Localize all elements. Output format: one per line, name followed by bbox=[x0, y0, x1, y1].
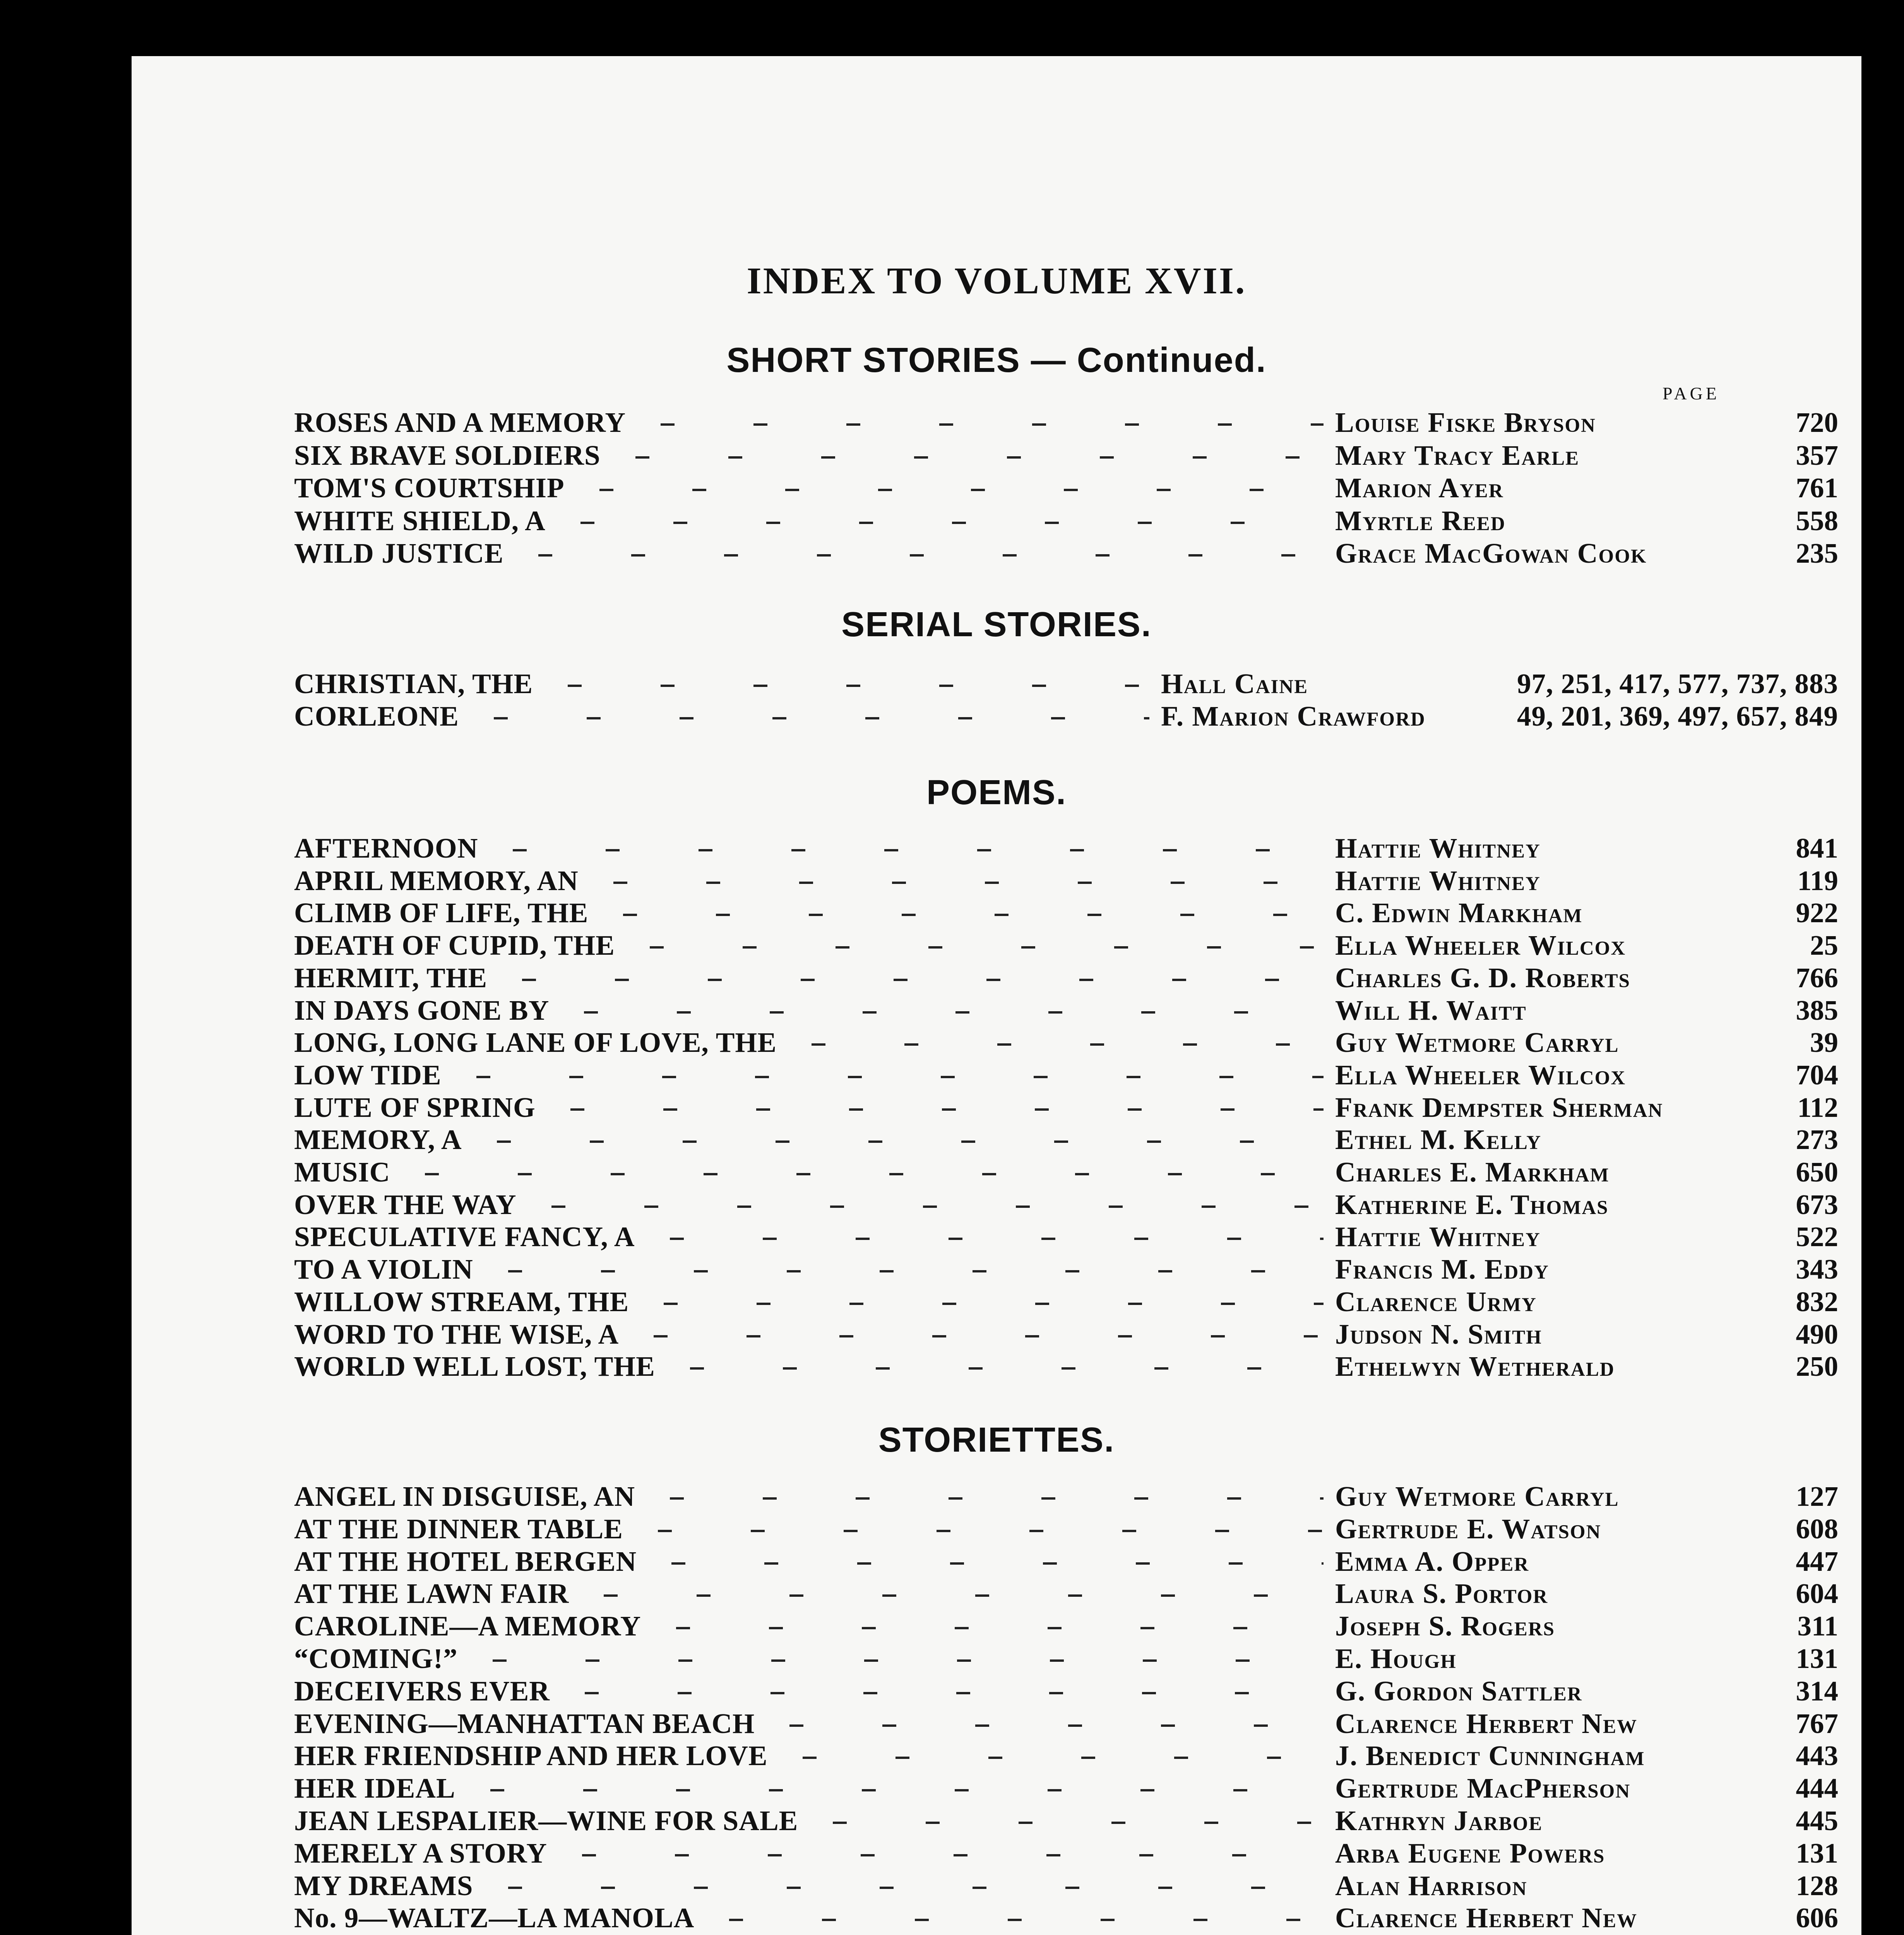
entry-page: 767 bbox=[1796, 1708, 1838, 1739]
index-entry bbox=[294, 1513, 1838, 1545]
dot-leader bbox=[547, 1091, 1324, 1124]
dot-leader bbox=[667, 1350, 1324, 1383]
entry-title: LUTE OF SPRING bbox=[294, 1092, 536, 1123]
entry-page: 841 bbox=[1796, 832, 1838, 864]
dot-leader bbox=[469, 1642, 1324, 1675]
dot-leader bbox=[453, 1059, 1324, 1091]
entry-author: Charles G. D. Roberts bbox=[1335, 962, 1631, 993]
index-entry bbox=[294, 668, 1838, 700]
entry-page: 558 bbox=[1796, 505, 1838, 536]
dot-leader bbox=[653, 1610, 1324, 1642]
entry-page: 128 bbox=[1796, 1870, 1838, 1901]
entry-page: 112 bbox=[1797, 1092, 1838, 1123]
index-entry bbox=[294, 1675, 1838, 1707]
entry-page: 673 bbox=[1796, 1189, 1838, 1220]
entry-title: APRIL MEMORY, AN bbox=[294, 865, 579, 896]
entry-author: Hattie Whitney bbox=[1335, 1221, 1541, 1252]
entry-page: 443 bbox=[1796, 1740, 1838, 1771]
dot-leader bbox=[557, 505, 1324, 537]
entry-author: Hattie Whitney bbox=[1335, 832, 1541, 864]
dot-leader bbox=[471, 700, 1149, 733]
index-entry bbox=[294, 1059, 1838, 1091]
entry-page: 25 bbox=[1810, 930, 1838, 961]
page-title: INDEX TO VOLUME XVII. bbox=[747, 260, 1247, 302]
index-entry bbox=[294, 1642, 1838, 1675]
dot-leader bbox=[474, 1123, 1324, 1156]
entry-author: Ella Wheeler Wilcox bbox=[1335, 1059, 1626, 1091]
entry-title: WILLOW STREAM, THE bbox=[294, 1286, 629, 1317]
entry-author: Joseph S. Rogers bbox=[1335, 1610, 1555, 1642]
entry-author: C. Edwin Markham bbox=[1335, 897, 1583, 928]
entry-title: MEMORY, A bbox=[294, 1124, 462, 1155]
entry-page: 235 bbox=[1796, 538, 1838, 569]
index-entry bbox=[294, 1707, 1838, 1740]
entry-author: Will H. Waitt bbox=[1335, 995, 1527, 1026]
index-entry bbox=[294, 439, 1838, 472]
entry-author: F. Marion Crawford bbox=[1161, 700, 1426, 732]
dot-leader bbox=[590, 865, 1324, 897]
entry-author: Alan Harrison bbox=[1335, 1870, 1527, 1901]
entry-author: Laura S. Portor bbox=[1335, 1578, 1548, 1609]
index-entry bbox=[294, 1902, 1838, 1934]
dot-leader bbox=[600, 897, 1324, 929]
entry-title: “COMING!” bbox=[294, 1643, 458, 1674]
index-entry bbox=[294, 1805, 1838, 1837]
entry-page: 766 bbox=[1796, 962, 1838, 993]
entry-title: DEATH OF CUPID, THE bbox=[294, 930, 615, 961]
entry-author: E. Hough bbox=[1335, 1643, 1457, 1674]
index-entry bbox=[294, 994, 1838, 1027]
entry-author: Marion Ayer bbox=[1335, 472, 1504, 503]
entry-page: 720 bbox=[1796, 407, 1838, 438]
entry-page: 606 bbox=[1796, 1902, 1838, 1933]
index-entry bbox=[294, 406, 1838, 439]
section-heading-short-stories: SHORT STORIES — Continued. bbox=[726, 341, 1267, 380]
entry-author: Katherine E. Thomas bbox=[1335, 1189, 1609, 1220]
index-entry bbox=[294, 1610, 1838, 1642]
entry-title: HERMIT, THE bbox=[294, 962, 488, 993]
entry-page: 445 bbox=[1796, 1805, 1838, 1836]
entry-title: TO A VIOLIN bbox=[294, 1253, 473, 1285]
index-entry bbox=[294, 1577, 1838, 1610]
index-entry bbox=[294, 1156, 1838, 1188]
entry-page: 39 bbox=[1810, 1027, 1838, 1058]
dot-leader bbox=[402, 1156, 1324, 1188]
entry-page: 273 bbox=[1796, 1124, 1838, 1155]
entry-page: 490 bbox=[1796, 1319, 1838, 1350]
entry-title: CLIMB OF LIFE, THE bbox=[294, 897, 589, 928]
entry-author: Clarence Herbert New bbox=[1335, 1708, 1638, 1739]
dot-leader bbox=[635, 1513, 1324, 1545]
entry-page: 357 bbox=[1796, 440, 1838, 471]
index-entry bbox=[294, 1545, 1838, 1578]
section-heading-serial-stories: SERIAL STORIES. bbox=[841, 605, 1152, 644]
dot-leader bbox=[576, 472, 1324, 504]
entry-author: Hattie Whitney bbox=[1335, 865, 1541, 896]
entry-page: 447 bbox=[1796, 1546, 1838, 1577]
entry-title: AT THE DINNER TABLE bbox=[294, 1513, 623, 1545]
entry-author: Francis M. Eddy bbox=[1335, 1253, 1549, 1285]
index-entry bbox=[294, 962, 1838, 994]
entry-author: J. Benedict Cunningham bbox=[1335, 1740, 1645, 1771]
entry-author: Louise Fiske Bryson bbox=[1335, 407, 1596, 438]
entry-author: Ethelwyn Wetherald bbox=[1335, 1351, 1615, 1382]
dot-leader bbox=[467, 1772, 1324, 1805]
dot-leader bbox=[561, 994, 1324, 1027]
dot-leader bbox=[559, 1837, 1324, 1870]
entry-author: Grace MacGowan Cook bbox=[1335, 538, 1647, 569]
dot-leader bbox=[544, 668, 1149, 700]
entry-author: Hall Caine bbox=[1161, 668, 1308, 699]
entry-author: Gertrude MacPherson bbox=[1335, 1772, 1631, 1804]
dot-leader bbox=[485, 1870, 1324, 1902]
dot-leader bbox=[788, 1026, 1324, 1059]
index-entry bbox=[294, 537, 1838, 570]
entry-page: 761 bbox=[1796, 472, 1838, 503]
entry-page: 604 bbox=[1796, 1578, 1838, 1609]
entry-author: Kathryn Jarboe bbox=[1335, 1805, 1543, 1836]
entry-page: 343 bbox=[1796, 1253, 1838, 1285]
entry-page: 922 bbox=[1796, 897, 1838, 928]
entry-page: 250 bbox=[1796, 1351, 1838, 1382]
entry-author: Gertrude E. Watson bbox=[1335, 1513, 1601, 1545]
entry-page: 444 bbox=[1796, 1772, 1838, 1804]
index-entry bbox=[294, 1318, 1838, 1351]
index-entry bbox=[294, 1772, 1838, 1805]
dot-leader bbox=[640, 1286, 1324, 1318]
dot-leader bbox=[647, 1221, 1324, 1253]
index-entry bbox=[294, 1350, 1838, 1383]
entry-title: MUSIC bbox=[294, 1156, 390, 1188]
dot-leader bbox=[810, 1805, 1324, 1837]
entry-author: Ethel M. Kelly bbox=[1335, 1124, 1542, 1155]
entry-author: Emma A. Opper bbox=[1335, 1546, 1529, 1577]
entry-author: Arba Eugene Powers bbox=[1335, 1837, 1605, 1869]
entry-page: 650 bbox=[1796, 1156, 1838, 1188]
index-entry bbox=[294, 1091, 1838, 1124]
entry-author: Judson N. Smith bbox=[1335, 1319, 1542, 1350]
dot-leader bbox=[528, 1188, 1324, 1221]
entry-author: Guy Wetmore Carryl bbox=[1335, 1027, 1619, 1058]
entry-author: G. Gordon Sattler bbox=[1335, 1675, 1582, 1707]
index-entry bbox=[294, 1480, 1838, 1513]
entry-author: Guy Wetmore Carryl bbox=[1335, 1481, 1619, 1512]
entry-author: Charles E. Markham bbox=[1335, 1156, 1609, 1188]
page-column-label: PAGE bbox=[1663, 384, 1720, 403]
entry-page: 314 bbox=[1796, 1675, 1838, 1707]
entry-title: LOW TIDE bbox=[294, 1059, 442, 1091]
entry-title: JEAN LESPALIER—WINE FOR SALE bbox=[294, 1805, 798, 1836]
entry-pages: 49, 201, 369, 497, 657, 849 bbox=[1517, 700, 1838, 732]
index-entry bbox=[294, 832, 1838, 865]
index-entry bbox=[294, 897, 1838, 929]
index-entry bbox=[294, 1123, 1838, 1156]
dot-leader bbox=[515, 537, 1324, 570]
index-entry bbox=[294, 472, 1838, 504]
section-heading-poems: POEMS. bbox=[926, 773, 1067, 812]
entry-title: No. 9—WALTZ—LA MANOLA bbox=[294, 1902, 695, 1933]
entry-pages: 97, 251, 417, 577, 737, 883 bbox=[1517, 668, 1838, 699]
entry-author: Clarence Urmy bbox=[1335, 1286, 1537, 1317]
dot-leader bbox=[766, 1707, 1324, 1740]
entry-title: WORLD WELL LOST, THE bbox=[294, 1351, 655, 1382]
entry-page: 704 bbox=[1796, 1059, 1838, 1091]
entry-title: SIX BRAVE SOLDIERS bbox=[294, 440, 601, 471]
entry-title: AFTERNOON bbox=[294, 832, 478, 864]
index-entry bbox=[294, 865, 1838, 897]
dot-leader bbox=[490, 832, 1324, 865]
entry-title: IN DAYS GONE BY bbox=[294, 995, 550, 1026]
dot-leader bbox=[580, 1577, 1324, 1610]
entry-title: WHITE SHIELD, A bbox=[294, 505, 546, 536]
dot-leader bbox=[562, 1675, 1324, 1707]
index-entry bbox=[294, 1286, 1838, 1318]
entry-title: MY DREAMS bbox=[294, 1870, 473, 1901]
entry-title: CHRISTIAN, THE bbox=[294, 668, 533, 699]
dot-leader bbox=[485, 1253, 1324, 1286]
index-entry bbox=[294, 1221, 1838, 1253]
entry-page: 522 bbox=[1796, 1221, 1838, 1252]
entry-title: CORLEONE bbox=[294, 700, 459, 732]
entry-title: DECEIVERS EVER bbox=[294, 1675, 550, 1707]
entry-title: ROSES AND A MEMORY bbox=[294, 407, 626, 438]
dot-leader bbox=[627, 929, 1324, 962]
entry-title: LONG, LONG LANE OF LOVE, THE bbox=[294, 1027, 777, 1058]
dot-leader bbox=[647, 1480, 1324, 1513]
entry-title: HER FRIENDSHIP AND HER LOVE bbox=[294, 1740, 768, 1771]
entry-page: 832 bbox=[1796, 1286, 1838, 1317]
entry-title: AT THE LAWN FAIR bbox=[294, 1578, 569, 1609]
entry-title: WORD TO THE WISE, A bbox=[294, 1319, 619, 1350]
index-page bbox=[132, 56, 1861, 1935]
entry-page: 127 bbox=[1796, 1481, 1838, 1512]
entry-title: OVER THE WAY bbox=[294, 1189, 517, 1220]
entry-title: MERELY A STORY bbox=[294, 1837, 547, 1869]
entry-page: 311 bbox=[1797, 1610, 1838, 1642]
entry-title: EVENING—MANHATTAN BEACH bbox=[294, 1708, 755, 1739]
entry-title: CAROLINE—A MEMORY bbox=[294, 1610, 641, 1642]
index-entry bbox=[294, 1253, 1838, 1286]
index-entry bbox=[294, 929, 1838, 962]
entry-title: HER IDEAL bbox=[294, 1772, 455, 1804]
entry-title: TOM'S COURTSHIP bbox=[294, 472, 565, 503]
entry-author: Clarence Herbert New bbox=[1335, 1902, 1638, 1933]
index-entry bbox=[294, 1740, 1838, 1772]
entry-page: 608 bbox=[1796, 1513, 1838, 1545]
index-entry bbox=[294, 1837, 1838, 1870]
entry-author: Ella Wheeler Wilcox bbox=[1335, 930, 1626, 961]
index-entry bbox=[294, 1188, 1838, 1221]
dot-leader bbox=[779, 1740, 1324, 1772]
entry-page: 131 bbox=[1796, 1643, 1838, 1674]
dot-leader bbox=[630, 1318, 1324, 1351]
index-entry bbox=[294, 505, 1838, 537]
entry-title: SPECULATIVE FANCY, A bbox=[294, 1221, 635, 1252]
dot-leader bbox=[499, 962, 1324, 994]
entry-author: Mary Tracy Earle bbox=[1335, 440, 1580, 471]
entry-author: Myrtle Reed bbox=[1335, 505, 1506, 536]
index-entry bbox=[294, 1870, 1838, 1902]
index-entry bbox=[294, 1026, 1838, 1059]
dot-leader bbox=[706, 1902, 1324, 1934]
entry-page: 119 bbox=[1797, 865, 1838, 896]
dot-leader bbox=[637, 406, 1324, 439]
entry-title: AT THE HOTEL BERGEN bbox=[294, 1546, 637, 1577]
section-heading-storiettes: STORIETTES. bbox=[878, 1421, 1115, 1459]
entry-author: Frank Dempster Sherman bbox=[1335, 1092, 1663, 1123]
entry-page: 385 bbox=[1796, 995, 1838, 1026]
entry-title: WILD JUSTICE bbox=[294, 538, 504, 569]
dot-leader bbox=[612, 439, 1324, 472]
entry-page: 131 bbox=[1796, 1837, 1838, 1869]
index-entry bbox=[294, 700, 1838, 733]
entry-title: ANGEL IN DISGUISE, AN bbox=[294, 1481, 635, 1512]
dot-leader bbox=[648, 1545, 1324, 1578]
